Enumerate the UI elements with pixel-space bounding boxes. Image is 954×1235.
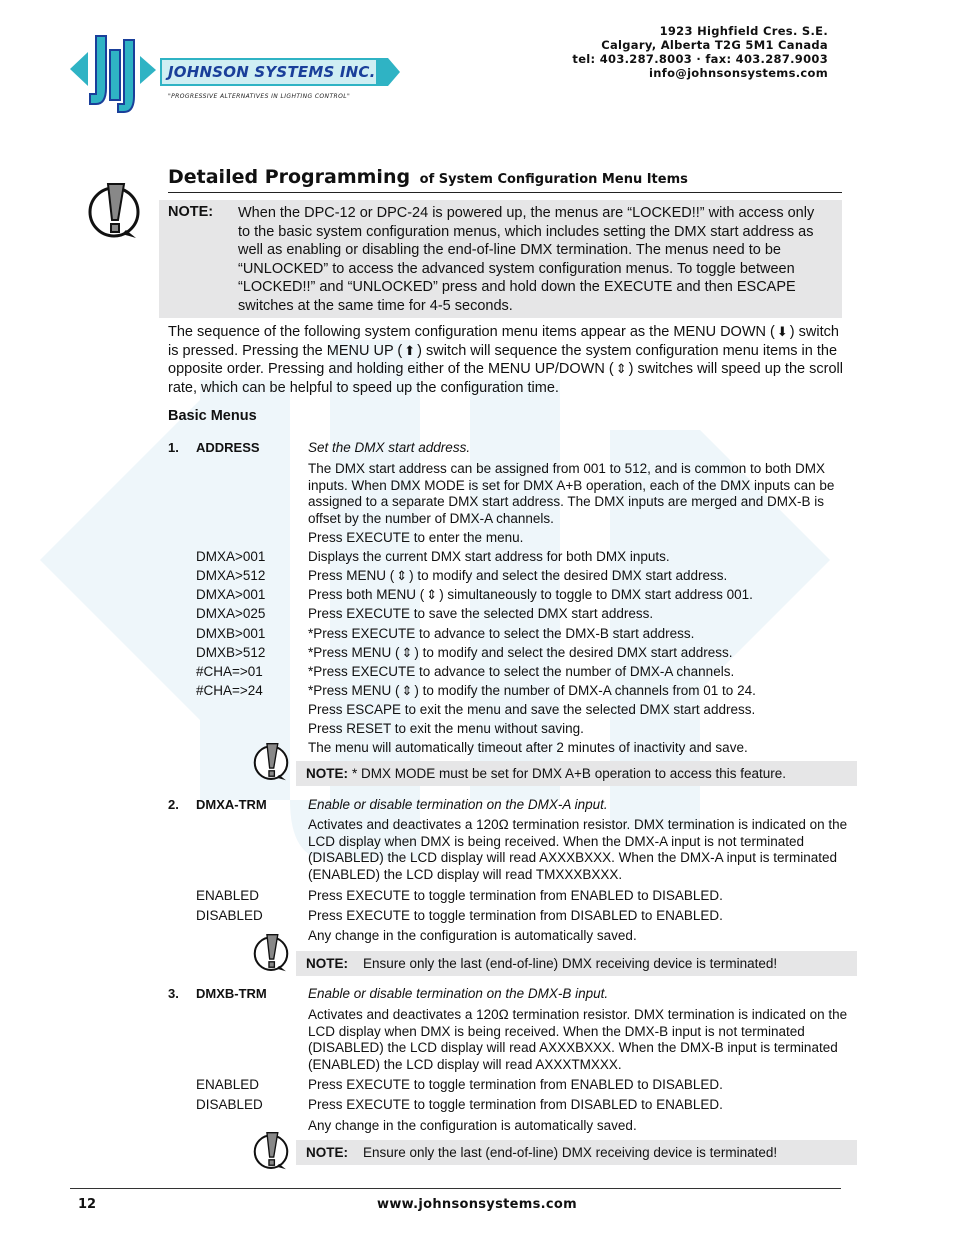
lcd-code: #CHA=>01	[196, 664, 263, 679]
item-body: The DMX start address can be assigned from 001 to 512, and is common to both DMX inputs. When DMX MODE is set for DMX A+B operation, each of the DMX inputs can be assigned to a separate DMX start address. The DMX inputs are merged and DMX-B is offset by the number of DMX-A channels.	[308, 461, 835, 527]
note-text: When the DPC-12 or DPC-24 is powered up, the menus are “LOCKED!!” with access only to the basic system configuration menus, which includes setting the DMX start address as well as enabling or disabling the end-of-line DMX termination. The menus need to be “UNLOCKED” to access the advanced system configuration menus. To toggle between “LOCKED!!” and “UNLOCKED” press and hold down the EXECUTE and then ESCAPE switches at the same time for 4-5 seconds.	[238, 205, 815, 314]
item-note	[296, 1140, 857, 1165]
row-text: Press EXECUTE to save the selected DMX start address.	[308, 606, 654, 621]
item-after: Any change in the configuration is automatically saved.	[308, 1118, 637, 1133]
lcd-code: DMXB>001	[196, 626, 266, 641]
item-body: Activates and deactivates a 120Ω termination resistor. DMX termination is indicated on the LCD display when DMX is being received. When the DMX-A input is not terminated (DISABLED) the LCD display will read AXXXBXXX. When the DMX-A input is terminated (ENABLED) the LCD display will read TMXXXBXXX.	[308, 817, 848, 883]
item-name: ADDRESS	[196, 440, 260, 455]
intro-paragraph	[168, 323, 848, 397]
company-tagline: "PROGRESSIVE ALTERNATIVES IN LIGHTING CONTROL"	[168, 93, 351, 100]
address-line: 1923 Highfield Cres. S.E.	[659, 24, 828, 38]
item-enter: Press EXECUTE to enter the menu.	[308, 530, 524, 545]
item-number: 1.	[168, 440, 179, 455]
row-text-part: ) to modify and select the desired DMX start address.	[409, 568, 728, 583]
item-number: 2.	[168, 797, 179, 812]
item-after: Any change in the configuration is automatically saved.	[308, 928, 637, 943]
row-text-part: ) simultaneously to toggle to DMX start address 001.	[439, 587, 753, 602]
note-label: NOTE:	[306, 1145, 348, 1160]
row-text: *Press EXECUTE to advance to select the DMX-B start address.	[308, 626, 695, 641]
row-text-part: Press both MENU (	[308, 587, 425, 602]
company-address	[572, 24, 828, 80]
title-sub: of System Configuration Menu Items	[419, 172, 688, 187]
main-note-box	[159, 200, 842, 318]
note-text: Ensure only the last (end-of-line) DMX receiving device is terminated!	[363, 1145, 778, 1160]
row-text-part: ) to modify and select the desired DMX start address.	[414, 645, 733, 660]
lcd-code: DMXA>001	[196, 549, 266, 564]
section-title	[168, 166, 842, 193]
row-text-part: Press MENU (	[308, 568, 395, 583]
note-label: NOTE:	[306, 956, 348, 971]
item-note	[296, 951, 857, 976]
item-summary: Enable or disable termination on the DMX-B input.	[308, 986, 609, 1001]
row-text	[308, 587, 848, 604]
row-text: *Press EXECUTE to advance to select the number of DMX-A channels.	[308, 664, 735, 679]
contact-email: info@johnsonsystems.com	[649, 66, 828, 80]
row-text	[308, 568, 848, 585]
menu-up-down-arrow-icon: ⇕	[426, 587, 438, 602]
row-text-part: ) to modify the number of DMX-A channels from 01 to 24.	[414, 683, 756, 698]
menu-up-down-arrow-icon: ⇕	[401, 683, 413, 698]
item-after: Press ESCAPE to exit the menu and save the selected DMX start address.	[308, 702, 756, 717]
exclamation-note-icon	[250, 932, 292, 974]
row-text: Press EXECUTE to toggle termination from DISABLED to ENABLED.	[308, 1097, 723, 1112]
row-text	[308, 683, 848, 700]
item-body: Activates and deactivates a 120Ω termination resistor. DMX termination is indicated on the LCD display when DMX is being received. When the DMX-B input is not terminated (DISABLED) the LCD display will read AXXXBXXX. When the DMX-B input is terminated (ENABLED) the LCD display will read AXXXTMXXX.	[308, 1007, 848, 1073]
contact-phone-fax: tel: 403.287.8003 · fax: 403.287.9003	[572, 52, 828, 66]
footer-divider	[70, 1188, 841, 1189]
lcd-code: DISABLED	[196, 908, 263, 923]
page-number: 12	[78, 1197, 97, 1212]
exclamation-note-icon	[86, 180, 142, 242]
lcd-code: #CHA=>24	[196, 683, 263, 698]
item-note	[296, 761, 857, 786]
row-text-part: *Press MENU (	[308, 645, 400, 660]
exclamation-note-icon	[250, 1130, 292, 1172]
menu-up-down-arrow-icon: ⇕	[401, 645, 413, 660]
exclamation-note-icon	[250, 741, 292, 783]
item-name: DMXB-TRM	[196, 986, 267, 1001]
basic-menus-heading: Basic Menus	[168, 408, 257, 424]
note-text: Ensure only the last (end-of-line) DMX receiving device is terminated!	[363, 956, 778, 971]
menu-down-arrow-icon: ⬇	[776, 324, 788, 339]
intro-text: ) switch will sequence the system configuration menu items in the opposite order. Pressing and holding either of the MENU UP/DOWN (	[168, 342, 838, 378]
item-after: Press RESET to exit the menu without saving.	[308, 721, 584, 736]
lcd-code: ENABLED	[196, 888, 260, 903]
title-main: Detailed Programming	[168, 166, 411, 188]
row-text-part: *Press MENU (	[308, 683, 400, 698]
company-name: JOHNSON SYSTEMS INC.	[168, 63, 376, 81]
intro-text: ) switches will speed up the scroll rate, which can be helpful to speed up the configuration time.	[168, 361, 843, 396]
row-text: Press EXECUTE to toggle termination from ENABLED to DISABLED.	[308, 888, 723, 903]
note-label: NOTE:	[306, 766, 348, 781]
footer-website-link[interactable]: www.johnsonsystems.com	[377, 1197, 577, 1212]
company-logo-mark	[66, 26, 166, 116]
lcd-code: DMXA>001	[196, 587, 266, 602]
item-number: 3.	[168, 986, 179, 1001]
lcd-code: DMXB>512	[196, 645, 266, 660]
row-text	[308, 645, 848, 662]
intro-text: The sequence of the following system configuration menu items appear as the MENU DOWN (	[168, 324, 775, 340]
lcd-code: DMXA>025	[196, 606, 266, 621]
menu-up-down-arrow-icon: ⇕	[396, 568, 408, 583]
menu-up-arrow-icon: ⬆	[404, 342, 416, 358]
item-summary: Set the DMX start address.	[308, 440, 471, 455]
item-summary: Enable or disable termination on the DMX-A input.	[308, 797, 608, 812]
item-name: DMXA-TRM	[196, 797, 267, 812]
note-label: NOTE:	[168, 204, 214, 220]
note-text: * DMX MODE must be set for DMX A+B operation to access this feature.	[352, 766, 787, 781]
address-line: Calgary, Alberta T2G 5M1 Canada	[601, 38, 828, 52]
menu-up-down-arrow-icon: ⇕	[615, 361, 627, 377]
row-text: Displays the current DMX start address for both DMX inputs.	[308, 549, 670, 564]
lcd-code: DMXA>512	[196, 568, 266, 583]
lcd-code: ENABLED	[196, 1077, 260, 1092]
intro-text: ) switch is pressed. Pressing the MENU UP (	[168, 324, 839, 359]
row-text: Press EXECUTE to toggle termination from ENABLED to DISABLED.	[308, 1077, 723, 1092]
row-text: Press EXECUTE to toggle termination from DISABLED to ENABLED.	[308, 908, 723, 923]
item-after: The menu will automatically timeout after 2 minutes of inactivity and save.	[308, 740, 748, 755]
lcd-code: DISABLED	[196, 1097, 263, 1112]
